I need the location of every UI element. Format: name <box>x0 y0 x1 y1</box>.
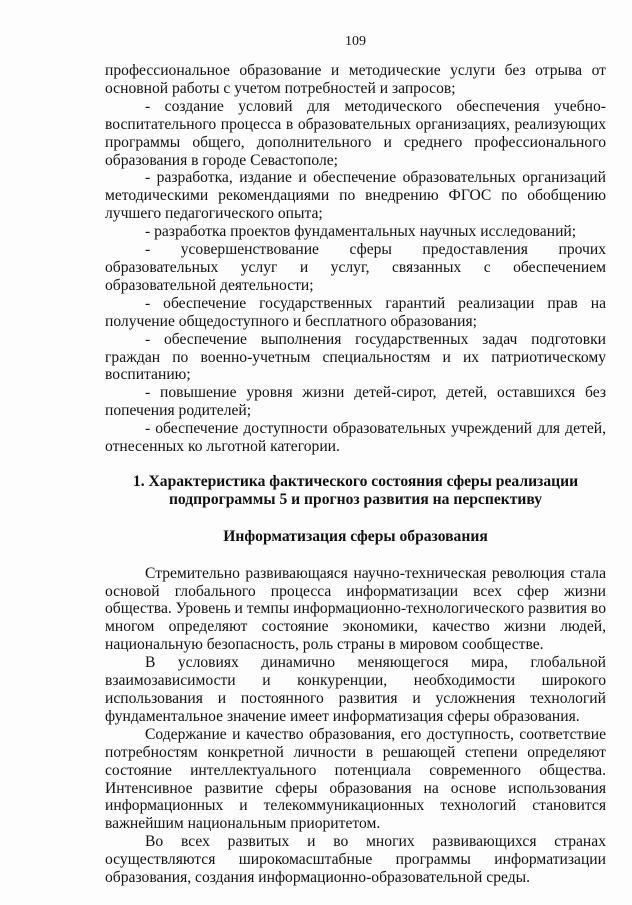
page-number: 109 <box>345 34 366 49</box>
list-item: - обеспечение выполнения государственных задач подготовки граждан по военно-учетным специальностям и их патриотическому воспитанию; <box>105 330 606 384</box>
list-item: - разработка, издание и обеспечение образовательных организаций методическими рекомендациями по внедрению ФГОС по обобщению лучшего педагогического опыта; <box>105 169 606 223</box>
list-item: - обеспечение доступности образовательных учреждений для детей, отнесенных ко льготной категории. <box>105 420 606 456</box>
body-paragraph: Во всех развитых и во многих развивающихся странах осуществляются широкомасштабные программы информатизации образования, создания информационно-образовательной среды. <box>105 833 606 887</box>
list-item: - разработка проектов фундаментальных научных исследований; <box>145 223 577 241</box>
intro-paragraph: профессиональное образование и методические услуги без отрыва от основной работы с учетом потребностей и запросов; <box>105 62 606 97</box>
list-item: - обеспечение государственных гарантий реализации прав на получение общедоступного и бесплатного образования; <box>105 294 606 330</box>
list-item: - создание условий для методического обеспечения учебно-воспитательного процесса в образовательных организациях, реализующих программы общего, дополнительного и среднего профессионального образования в городе Севастополе; <box>105 97 606 169</box>
subsection-heading: Информатизация сферы образования <box>223 527 488 545</box>
body-paragraph: Стремительно развивающаяся научно-техническая революция стала основой глобального процесса информатизации всех сфер жизни общества. Уровень и темпы информационно-технологического развития во многом определяют состояние экономики, качество жизни людей, национальную безопасность, роль страны в мировом сообществе. <box>105 564 606 654</box>
section-heading <box>105 473 606 509</box>
body-paragraph: В условиях динамично меняющегося мира, глобальной взаимозависимости и конкуренции, необходимости широкого использования и постоянного развития и усложнения технологий фундаментальное значение имеет информатизация сферы образования. <box>105 654 606 725</box>
section-heading-line: подпрограммы 5 и прогноз развития на перспективу <box>168 490 543 508</box>
list-item: - усовершенствование сферы предоставления прочих образовательных услуг и услуг, связанных с обеспечением образовательной деятельности; <box>105 241 606 294</box>
list-item: - повышение уровня жизни детей-сирот, детей, оставшихся без попечения родителей; <box>105 384 606 420</box>
body-paragraph: Содержание и качество образования, его доступность, соответствие потребностям конкретной личности в решающей степени определяют состояние интеллектуального потенциала современного общества. Интенсивное развитие сферы образования на основе использования информационных и телекоммуникационных технологий становится важнейшим национальным приоритетом. <box>105 725 606 833</box>
section-heading-line: 1. Характеристика фактического состояния сферы реализации <box>132 472 579 490</box>
